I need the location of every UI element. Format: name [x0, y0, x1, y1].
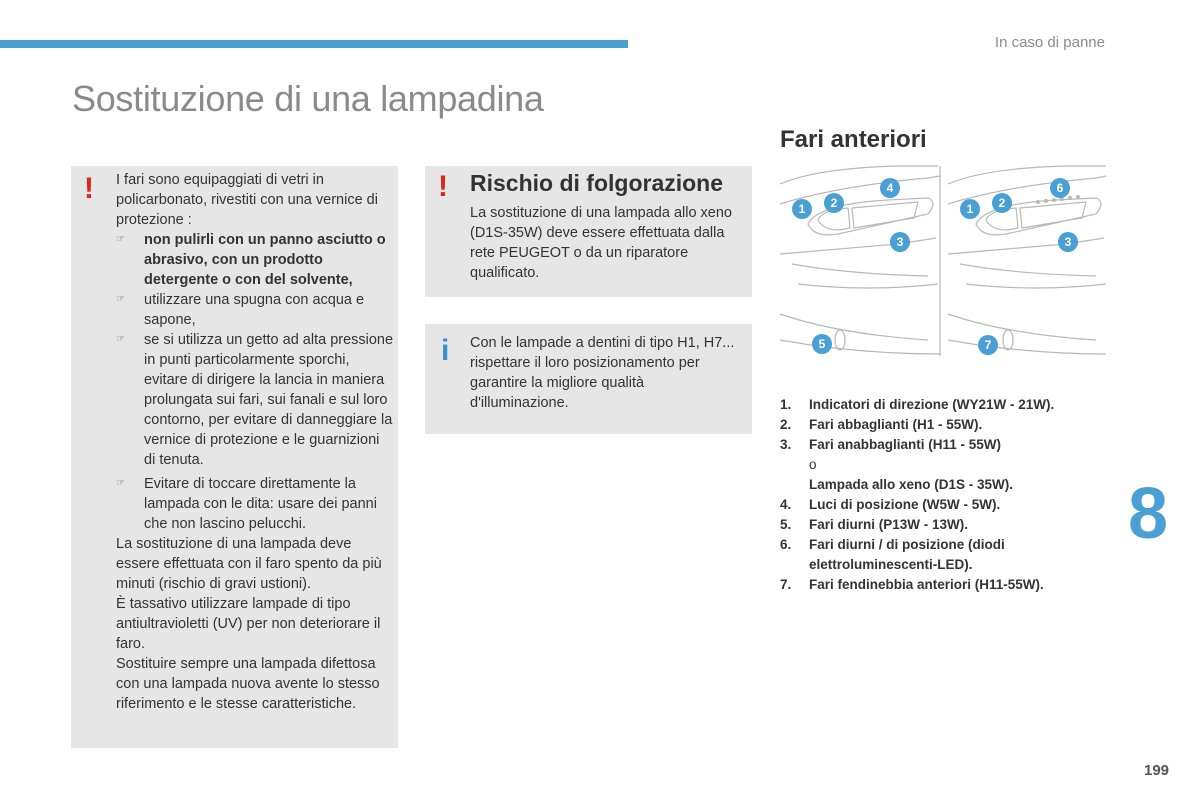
legend-item: 3. Fari anabbaglianti (H11 - 55W): [780, 437, 1002, 452]
headlight-illustration: [778, 164, 1108, 358]
header-accent-bar: [0, 40, 628, 48]
legend-item: 5. Fari diurni (P13W - 13W).: [780, 517, 969, 532]
bullet-icon: ☞: [116, 334, 125, 345]
callout-label: 4: [886, 181, 894, 195]
warning-para-2: È tassativo utilizzare lampade di tipo antiultravioletti (UV) per non deteriorare il faro.: [116, 596, 381, 652]
section-label: In caso di panne: [994, 34, 1105, 51]
warning-box-text: [116, 170, 394, 714]
exclamation-icon: !: [438, 170, 448, 203]
bullet-icon: ☞: [116, 234, 125, 245]
fari-title: Fari anteriori: [780, 126, 927, 153]
legend-item: 4. Luci di posizione (W5W - 5W).: [780, 497, 1001, 512]
callout-label: 5: [818, 337, 826, 351]
callout-label: 7: [984, 338, 992, 352]
callout-label: 3: [896, 235, 904, 249]
legend-item: 2. Fari abbaglianti (H1 - 55W).: [780, 417, 983, 432]
warning-para-1: La sostituzione di una lampada deve essere effettuata con il faro spento da più minuti (rischio di gravi ustioni).: [116, 536, 382, 592]
callout-label: 6: [1056, 181, 1064, 195]
bullet-icon: ☞: [116, 294, 125, 305]
list-item: ☞ se si utilizza un getto ad alta pressione in punti particolarmente sporchi, evitare di dirigere la lancia in maniera prolungata sui fari, sui fanali e sul loro contorno, per evitare di danneggiare la vernice di protezione e le guarnizioni di tenuta.: [116, 332, 394, 468]
info-icon: i: [441, 334, 450, 367]
page-number: 199: [1144, 762, 1170, 779]
legend-item: 6. Fari diurni / di posizione (diodi elettroluminescenti-LED).: [780, 537, 1005, 572]
legend-item: 7. Fari fendinebbia anteriori (H11-55W).: [780, 577, 1044, 592]
risk-text: La sostituzione di una lampada allo xeno (D1S-35W) deve essere effettuata dalla rete PEUGEOT o da un riparatore qualificato.: [470, 205, 732, 281]
bullet-icon: ☞: [116, 478, 125, 489]
legend-item: Lampada allo xeno (D1S - 35W).: [809, 477, 1014, 492]
fari-legend: [780, 395, 1110, 595]
callout-label: 3: [1064, 235, 1072, 249]
callout-label: 1: [798, 202, 806, 216]
callout-label: 2: [998, 196, 1006, 210]
list-item: ☞ non pulirli con un panno asciutto o abrasivo, con un prodotto detergente o con del solvente,: [116, 232, 386, 288]
page-title: Sostituzione di una lampadina: [72, 78, 544, 119]
legend-item: 1. Indicatori di direzione (WY21W - 21W).: [780, 397, 1055, 412]
info-text: Con le lampade a dentini di tipo H1, H7... rispettare il loro posizionamento per garantire la migliore qualità d'illuminazione.: [470, 335, 735, 411]
exclamation-icon: !: [84, 172, 94, 205]
callout-label: 1: [966, 202, 974, 216]
callout-label: 2: [830, 196, 838, 210]
warning-intro: I fari sono equipaggiati di vetri in policarbonato, rivestiti con una vernice di protezione :: [116, 172, 378, 228]
legend-item: o: [809, 457, 817, 472]
chapter-number: 8: [1128, 474, 1169, 554]
warning-para-3: Sostituire sempre una lampada difettosa con una lampada nuova avente lo stesso riferimento e le stesse caratteristiche.: [116, 656, 380, 712]
risk-title: Rischio di folgorazione: [470, 170, 724, 196]
list-item: ☞ utilizzare una spugna con acqua e sapone,: [116, 292, 365, 328]
list-item: ☞ Evitare di toccare direttamente la lampada con le dita: usare dei panni che non lascino pelucchi.: [116, 476, 377, 532]
